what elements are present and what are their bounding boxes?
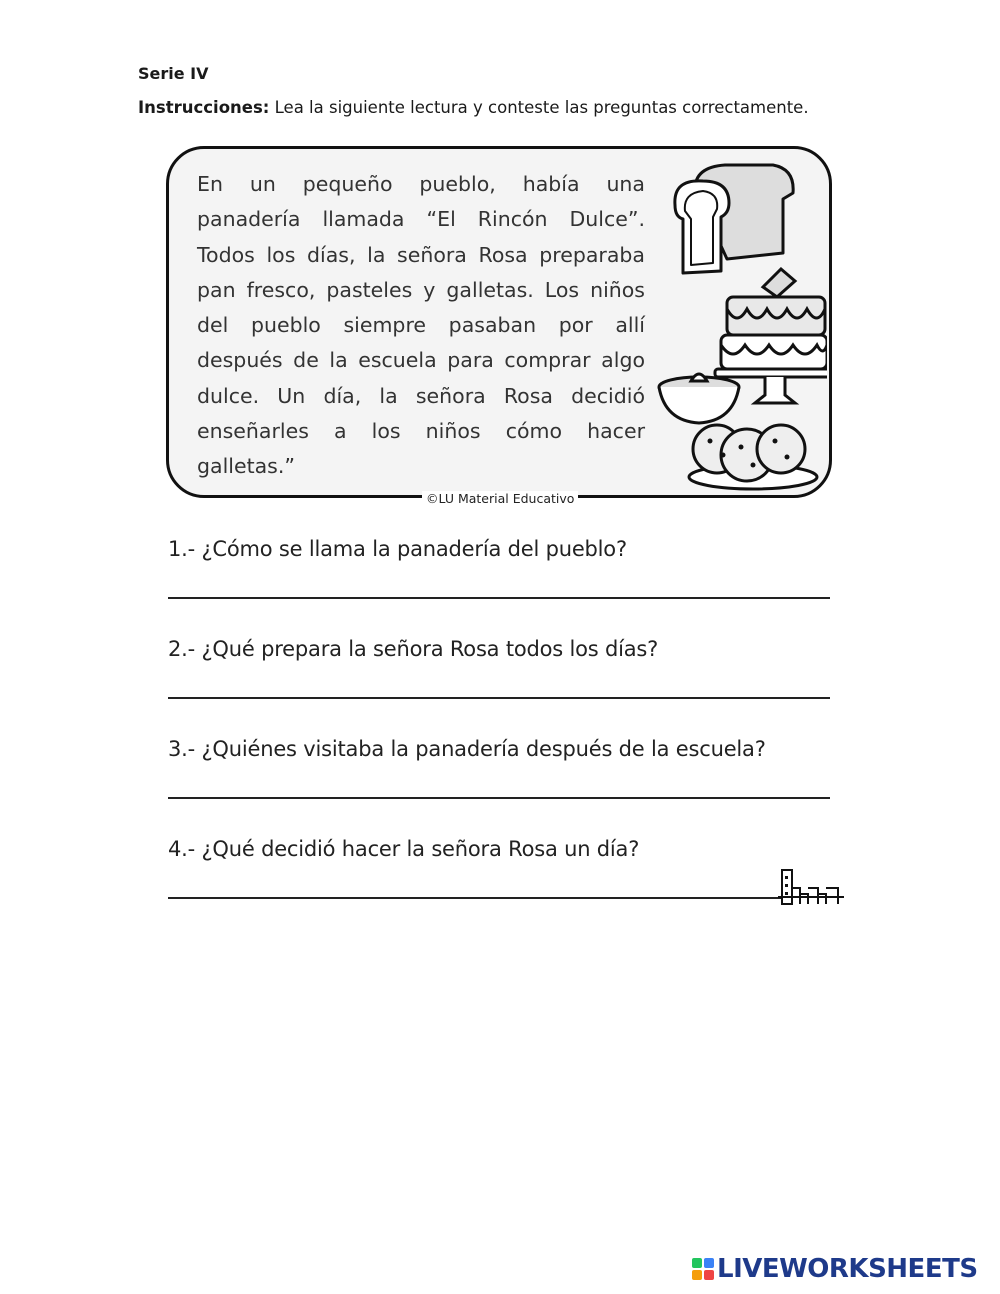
bakery-illustration bbox=[655, 159, 827, 495]
brand-text: LIVEWORKSHEETS bbox=[717, 1254, 978, 1284]
question-1: 1.- ¿Cómo se llama la panadería del pueblo? bbox=[168, 537, 627, 561]
pie-icon bbox=[659, 374, 739, 423]
question-3: 3.- ¿Quiénes visitaba la panadería después de la escuela? bbox=[168, 737, 766, 761]
liveworksheets-mark-icon bbox=[692, 1258, 714, 1280]
answer-3-input[interactable] bbox=[168, 768, 834, 800]
serie-title: Serie IV bbox=[138, 64, 209, 83]
answer-2-line bbox=[168, 697, 830, 699]
question-2: 2.- ¿Qué prepara la señora Rosa todos los días? bbox=[168, 637, 659, 661]
cookies-icon bbox=[689, 425, 817, 489]
answer-4-line bbox=[168, 897, 782, 899]
liveworksheets-logo bbox=[692, 1254, 978, 1284]
answer-1-line bbox=[168, 597, 830, 599]
bread-icon bbox=[675, 165, 793, 273]
buildings-icon bbox=[778, 866, 844, 906]
copyright: ©LU Material Educativo bbox=[422, 491, 578, 506]
story-text: En un pequeño pueblo, había una panadería llamada “El Rincón Dulce”. Todos los días, la señora Rosa preparaba pan fresco, pasteles y galletas. Los niños del pueblo siempre pasaban por allí después de la escuela para comprar algo dulce. Un día, la señora Rosa decidió enseñarles a los niños cómo hacer galletas.” bbox=[197, 172, 645, 479]
answer-3-line bbox=[168, 797, 830, 799]
question-4: 4.- ¿Qué decidió hacer la señora Rosa un día? bbox=[168, 837, 640, 861]
instructions-text: Lea la siguiente lectura y conteste las preguntas correctamente. bbox=[269, 98, 809, 117]
answer-1-input[interactable] bbox=[168, 568, 834, 600]
answer-4-input[interactable] bbox=[168, 868, 834, 900]
story-box bbox=[166, 146, 832, 498]
answer-2-input[interactable] bbox=[168, 668, 834, 700]
instructions-label: Instrucciones: bbox=[138, 98, 270, 117]
instructions bbox=[138, 98, 809, 117]
